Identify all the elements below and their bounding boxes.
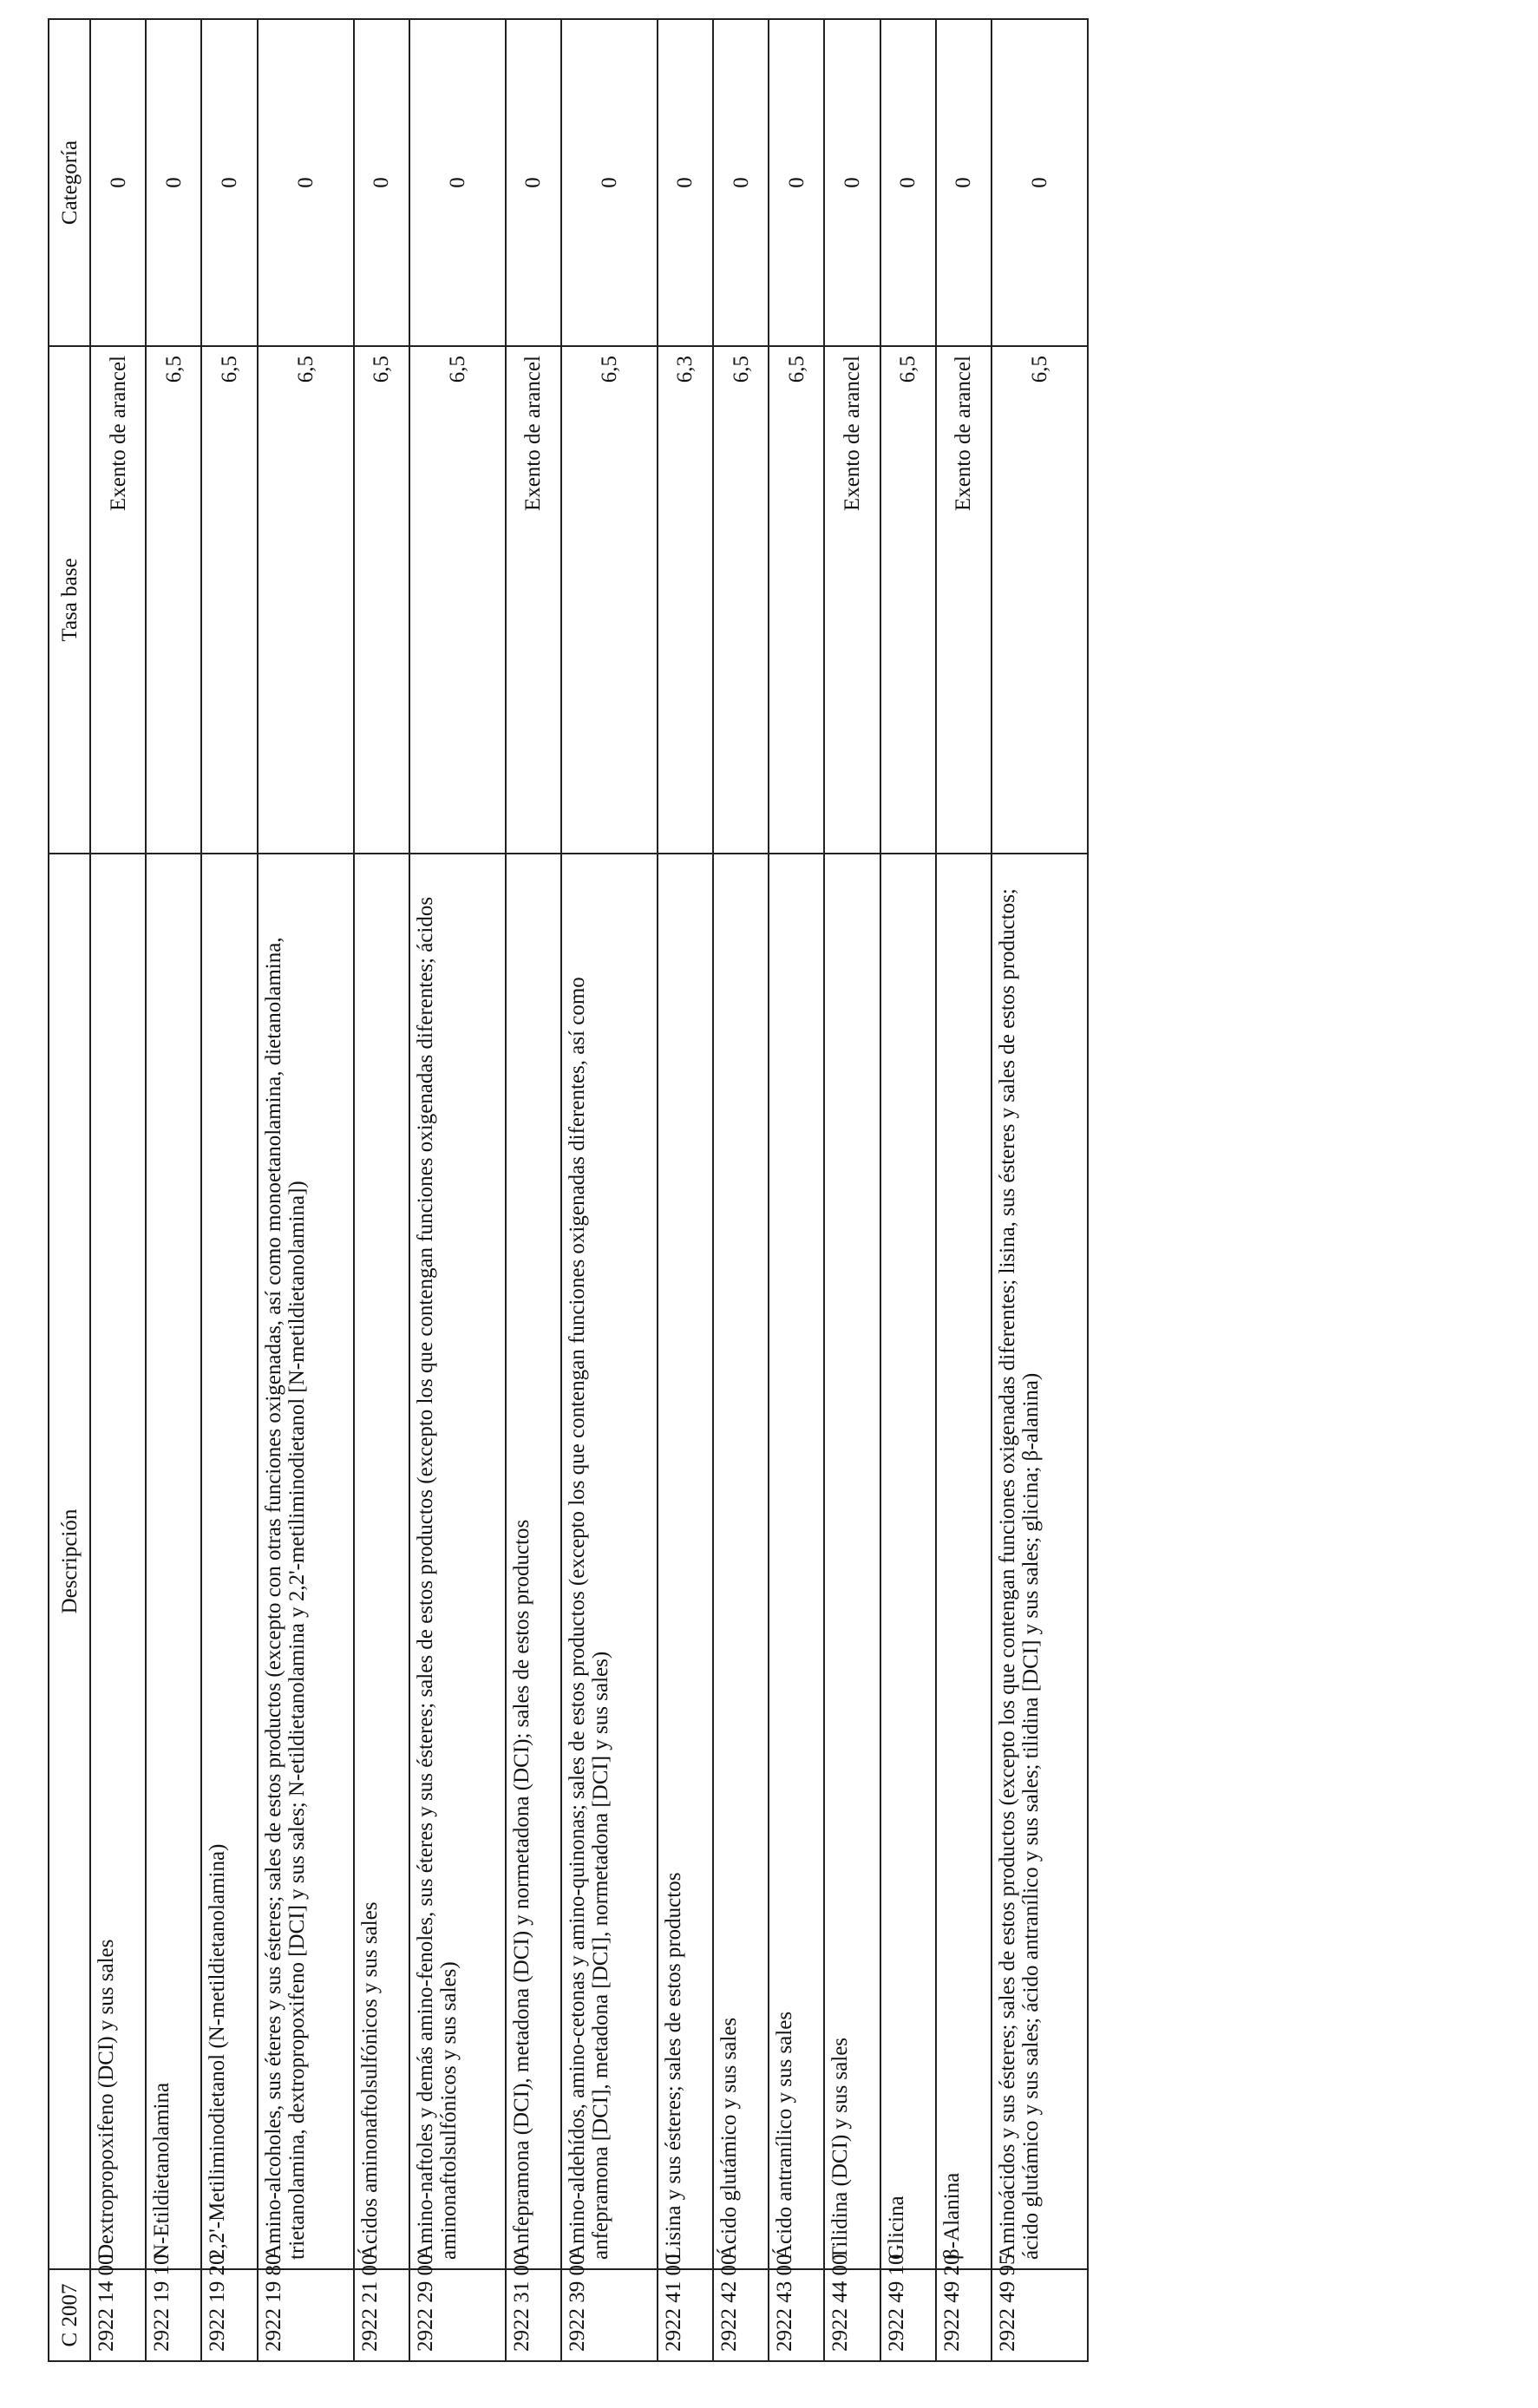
description-cell: Anfepramona (DCI), metadona (DCI) y normetadona (DCI); sales de estos productos	[506, 854, 561, 2269]
header-category: Categoría	[49, 19, 90, 346]
category-cell: 0	[258, 19, 354, 346]
category-cell: 0	[992, 19, 1088, 346]
header-row	[49, 19, 90, 2361]
category-cell: 0	[769, 19, 824, 346]
description-cell: β-Alanina	[936, 854, 992, 2269]
table-row	[258, 19, 354, 2361]
table-row	[936, 19, 992, 2361]
code-cell: 2922 49 95	[992, 2269, 1088, 2361]
description-cell: Tilidina (DCI) y sus sales	[824, 854, 880, 2269]
table-body	[90, 19, 1088, 2361]
category-cell: 0	[409, 19, 506, 346]
table-row	[506, 19, 561, 2361]
category-cell: 0	[880, 19, 936, 346]
category-cell: 0	[713, 19, 769, 346]
header-description: Descripción	[49, 854, 90, 2269]
table-row	[658, 19, 713, 2361]
code-cell: 2922 44 00	[824, 2269, 880, 2361]
category-cell: 0	[658, 19, 713, 346]
description-cell: Dextropropoxifeno (DCI) y sus sales	[90, 854, 146, 2269]
table-row	[824, 19, 880, 2361]
table-row	[561, 19, 658, 2361]
rate-cell: 6,5	[992, 346, 1088, 854]
table-row	[146, 19, 201, 2361]
table-row	[354, 19, 409, 2361]
description-cell: Lisina y sus ésteres; sales de estos productos	[658, 854, 713, 2269]
header-code: C 2007	[49, 2269, 90, 2361]
rate-cell: Exento de arancel	[90, 346, 146, 854]
code-cell: 2922 42 00	[713, 2269, 769, 2361]
description-cell: Ácido antranílico y sus sales	[769, 854, 824, 2269]
rate-cell: 6,5	[713, 346, 769, 854]
category-cell: 0	[90, 19, 146, 346]
code-cell: 2922 21 00	[354, 2269, 409, 2361]
rate-cell: 6,5	[258, 346, 354, 854]
rate-cell: Exento de arancel	[936, 346, 992, 854]
table-row	[713, 19, 769, 2361]
rotated-page	[48, 20, 1089, 2362]
rate-cell: Exento de arancel	[824, 346, 880, 854]
code-cell: 2922 29 00	[409, 2269, 506, 2361]
table-row	[409, 19, 506, 2361]
rate-cell: 6,5	[769, 346, 824, 854]
code-cell: 2922 19 10	[146, 2269, 201, 2361]
rate-cell: 6,5	[146, 346, 201, 854]
description-cell: Ácidos aminonaftolsulfónicos y sus sales	[354, 854, 409, 2269]
table-row	[880, 19, 936, 2361]
rate-cell: 6,5	[561, 346, 658, 854]
category-cell: 0	[824, 19, 880, 346]
code-cell: 2922 49 20	[936, 2269, 992, 2361]
category-cell: 0	[506, 19, 561, 346]
code-cell: 2922 19 80	[258, 2269, 354, 2361]
description-cell: Aminoácidos y sus ésteres; sales de estos productos (excepto los que contengan funciones oxigenadas diferentes; lisina, sus ésteres y sales de estos productos; ácido glutámico y sus sales; ácido antranílico y sus sales; tilidina [DCI] y sus sales; glicina; β-alanina)	[992, 854, 1088, 2269]
code-cell: 2922 49 10	[880, 2269, 936, 2361]
category-cell: 0	[201, 19, 257, 346]
category-cell: 0	[354, 19, 409, 346]
category-cell: 0	[936, 19, 992, 346]
rate-cell: Exento de arancel	[506, 346, 561, 854]
table-row	[201, 19, 257, 2361]
rate-cell: 6,5	[201, 346, 257, 854]
table-row	[992, 19, 1088, 2361]
table-row	[769, 19, 824, 2361]
description-cell: N-Etildietanolamina	[146, 854, 201, 2269]
category-cell: 0	[146, 19, 201, 346]
code-cell: 2922 14 00	[90, 2269, 146, 2361]
description-cell: 2,2'-Metiliminodietanol (N-metildietanolamina)	[201, 854, 257, 2269]
category-cell: 0	[561, 19, 658, 346]
description-cell: Glicina	[880, 854, 936, 2269]
rate-cell: 6,5	[880, 346, 936, 854]
code-cell: 2922 31 00	[506, 2269, 561, 2361]
description-cell: Amino-naftoles y demás amino-fenoles, sus éteres y sus ésteres; sales de estos productos (excepto los que contengan funciones oxigenadas diferentes; ácidos aminonaftolsulfónicos y sus sales)	[409, 854, 506, 2269]
header-rate: Tasa base	[49, 346, 90, 854]
code-cell: 2922 43 00	[769, 2269, 824, 2361]
code-cell: 2922 41 00	[658, 2269, 713, 2361]
rate-cell: 6,5	[409, 346, 506, 854]
description-cell: Ácido glutámico y sus sales	[713, 854, 769, 2269]
table-row	[90, 19, 146, 2361]
code-cell: 2922 39 00	[561, 2269, 658, 2361]
rate-cell: 6,5	[354, 346, 409, 854]
rate-cell: 6,3	[658, 346, 713, 854]
description-cell: Amino-alcoholes, sus éteres y sus ésteres; sales de estos productos (excepto con otras funciones oxigenadas, así como monoetanolamina, dietanolamina, trietanolamina, dextropropoxifeno [DCI] y sus sales; N-etildietanolamina y 2,2'-metiliminodietanol [N-metildietanolamina])	[258, 854, 354, 2269]
code-cell: 2922 19 20	[201, 2269, 257, 2361]
description-cell: Amino-aldehídos, amino-cetonas y amino-quinonas; sales de estos productos (excepto los que contengan funciones oxigenadas diferentes, así como anfepramona [DCI], metadona [DCI], normetadona [DCI] y sus sales)	[561, 854, 658, 2269]
tariff-table	[48, 18, 1089, 2362]
